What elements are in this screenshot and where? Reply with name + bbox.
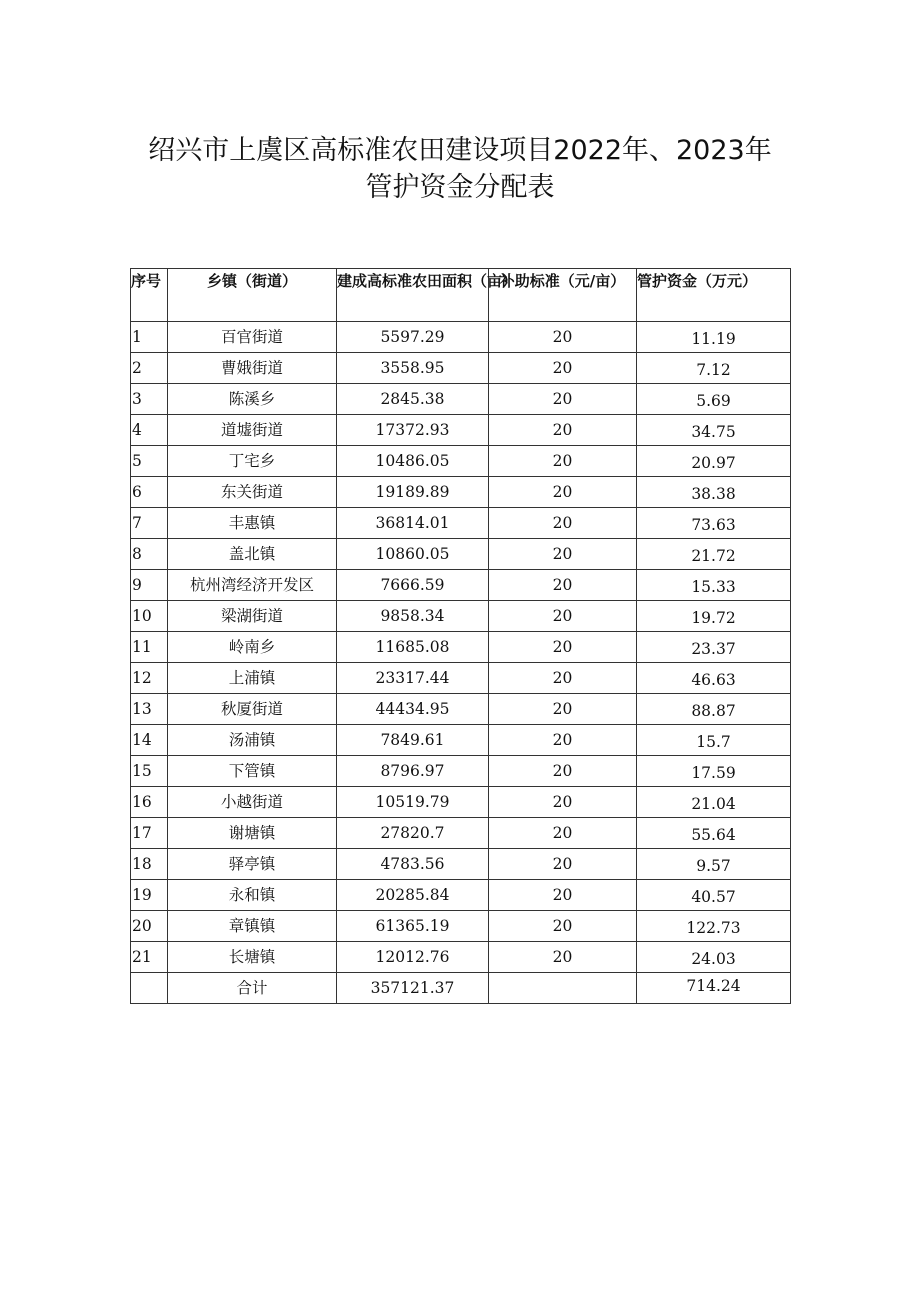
- cell-standard: 20: [489, 539, 637, 570]
- cell-area: 17372.93: [337, 415, 489, 446]
- cell-seq: 6: [131, 477, 168, 508]
- cell-seq: 10: [131, 601, 168, 632]
- table-row: [131, 570, 791, 601]
- cell-seq: 12: [131, 663, 168, 694]
- cell-town: 上浦镇: [168, 663, 337, 694]
- table-row: [131, 849, 791, 880]
- cell-seq: 18: [131, 849, 168, 880]
- cell-seq: 21: [131, 942, 168, 973]
- cell-area: 10860.05: [337, 539, 489, 570]
- cell-standard: 20: [489, 880, 637, 911]
- total-cell-seq: [131, 973, 168, 1004]
- cell-fund: 24.03: [637, 942, 791, 973]
- table-row: [131, 694, 791, 725]
- cell-fund: 15.7: [637, 725, 791, 756]
- cell-area: 27820.7: [337, 818, 489, 849]
- cell-fund: 88.87: [637, 694, 791, 725]
- table-row: [131, 787, 791, 818]
- cell-fund: 38.38: [637, 477, 791, 508]
- cell-area: 5597.29: [337, 322, 489, 353]
- cell-area: 2845.38: [337, 384, 489, 415]
- cell-town: 章镇镇: [168, 911, 337, 942]
- cell-standard: 20: [489, 415, 637, 446]
- cell-standard: 20: [489, 446, 637, 477]
- document-title: [0, 132, 920, 206]
- cell-fund: 9.57: [637, 849, 791, 880]
- cell-seq: 3: [131, 384, 168, 415]
- cell-area: 12012.76: [337, 942, 489, 973]
- cell-area: 44434.95: [337, 694, 489, 725]
- total-cell-area: 357121.37: [337, 973, 489, 1004]
- header-seq: 序号: [131, 269, 168, 322]
- cell-standard: 20: [489, 756, 637, 787]
- cell-fund: 34.75: [637, 415, 791, 446]
- table-row: [131, 663, 791, 694]
- table-row: [131, 353, 791, 384]
- table-row: [131, 632, 791, 663]
- cell-town: 东关街道: [168, 477, 337, 508]
- cell-town: 秋厦街道: [168, 694, 337, 725]
- allocation-table: [130, 268, 791, 1004]
- table-row: [131, 756, 791, 787]
- cell-seq: 15: [131, 756, 168, 787]
- table-row: [131, 477, 791, 508]
- cell-standard: 20: [489, 632, 637, 663]
- cell-area: 10486.05: [337, 446, 489, 477]
- header-row: [131, 269, 791, 322]
- cell-standard: 20: [489, 384, 637, 415]
- cell-seq: 16: [131, 787, 168, 818]
- cell-area: 8796.97: [337, 756, 489, 787]
- table-row: [131, 322, 791, 353]
- cell-town: 丰惠镇: [168, 508, 337, 539]
- cell-area: 4783.56: [337, 849, 489, 880]
- cell-area: 3558.95: [337, 353, 489, 384]
- cell-area: 61365.19: [337, 911, 489, 942]
- cell-standard: 20: [489, 570, 637, 601]
- cell-area: 7666.59: [337, 570, 489, 601]
- header-town: 乡镇（街道）: [168, 269, 337, 322]
- cell-fund: 21.04: [637, 787, 791, 818]
- cell-seq: 19: [131, 880, 168, 911]
- table-row: [131, 725, 791, 756]
- cell-town: 长塘镇: [168, 942, 337, 973]
- cell-town: 杭州湾经济开发区: [168, 570, 337, 601]
- cell-fund: 46.63: [637, 663, 791, 694]
- cell-area: 9858.34: [337, 601, 489, 632]
- cell-town: 小越街道: [168, 787, 337, 818]
- cell-fund: 19.72: [637, 601, 791, 632]
- cell-seq: 20: [131, 911, 168, 942]
- cell-town: 驿亭镇: [168, 849, 337, 880]
- table-row: [131, 446, 791, 477]
- cell-area: 20285.84: [337, 880, 489, 911]
- cell-town: 陈溪乡: [168, 384, 337, 415]
- table-row: [131, 539, 791, 570]
- cell-area: 10519.79: [337, 787, 489, 818]
- cell-town: 谢塘镇: [168, 818, 337, 849]
- cell-area: 19189.89: [337, 477, 489, 508]
- cell-standard: 20: [489, 601, 637, 632]
- cell-fund: 7.12: [637, 353, 791, 384]
- cell-fund: 11.19: [637, 322, 791, 353]
- cell-town: 下管镇: [168, 756, 337, 787]
- cell-fund: 23.37: [637, 632, 791, 663]
- cell-fund: 20.97: [637, 446, 791, 477]
- cell-area: 7849.61: [337, 725, 489, 756]
- cell-fund: 122.73: [637, 911, 791, 942]
- header-fund: 管护资金（万元）: [637, 269, 791, 322]
- cell-town: 汤浦镇: [168, 725, 337, 756]
- total-row: [131, 973, 791, 1004]
- cell-town: 梁湖街道: [168, 601, 337, 632]
- cell-seq: 1: [131, 322, 168, 353]
- table-row: [131, 384, 791, 415]
- cell-standard: 20: [489, 353, 637, 384]
- cell-town: 岭南乡: [168, 632, 337, 663]
- cell-seq: 2: [131, 353, 168, 384]
- cell-town: 永和镇: [168, 880, 337, 911]
- header-standard: 补助标准（元/亩）: [489, 269, 637, 322]
- cell-town: 盖北镇: [168, 539, 337, 570]
- cell-standard: 20: [489, 477, 637, 508]
- cell-fund: 55.64: [637, 818, 791, 849]
- cell-fund: 17.59: [637, 756, 791, 787]
- table-row: [131, 942, 791, 973]
- total-cell-town: 合计: [168, 973, 337, 1004]
- cell-seq: 17: [131, 818, 168, 849]
- cell-seq: 14: [131, 725, 168, 756]
- cell-standard: 20: [489, 911, 637, 942]
- cell-standard: 20: [489, 508, 637, 539]
- cell-standard: 20: [489, 725, 637, 756]
- cell-town: 丁宅乡: [168, 446, 337, 477]
- title-line-1: 绍兴市上虞区高标准农田建设项目2022年、2023年: [148, 135, 772, 166]
- cell-standard: 20: [489, 942, 637, 973]
- total-cell-fund: 714.24: [637, 973, 791, 1004]
- cell-seq: 7: [131, 508, 168, 539]
- cell-area: 11685.08: [337, 632, 489, 663]
- cell-town: 百官街道: [168, 322, 337, 353]
- cell-area: 36814.01: [337, 508, 489, 539]
- cell-seq: 4: [131, 415, 168, 446]
- table-row: [131, 818, 791, 849]
- cell-standard: 20: [489, 818, 637, 849]
- cell-seq: 11: [131, 632, 168, 663]
- cell-seq: 5: [131, 446, 168, 477]
- cell-standard: 20: [489, 694, 637, 725]
- cell-fund: 15.33: [637, 570, 791, 601]
- table-row: [131, 415, 791, 446]
- cell-fund: 73.63: [637, 508, 791, 539]
- table-row: [131, 880, 791, 911]
- header-area: 建成高标准农田面积（亩）: [337, 269, 489, 322]
- cell-fund: 40.57: [637, 880, 791, 911]
- cell-standard: 20: [489, 663, 637, 694]
- table-row: [131, 601, 791, 632]
- cell-seq: 13: [131, 694, 168, 725]
- cell-standard: 20: [489, 322, 637, 353]
- cell-seq: 8: [131, 539, 168, 570]
- cell-seq: 9: [131, 570, 168, 601]
- cell-area: 23317.44: [337, 663, 489, 694]
- table-body: [131, 322, 791, 1004]
- cell-fund: 21.72: [637, 539, 791, 570]
- cell-standard: 20: [489, 849, 637, 880]
- cell-fund: 5.69: [637, 384, 791, 415]
- cell-standard: 20: [489, 787, 637, 818]
- title-line-2: 管护资金分配表: [365, 172, 555, 203]
- total-cell-standard: [489, 973, 637, 1004]
- cell-town: 曹娥街道: [168, 353, 337, 384]
- table-row: [131, 911, 791, 942]
- cell-town: 道墟街道: [168, 415, 337, 446]
- table-row: [131, 508, 791, 539]
